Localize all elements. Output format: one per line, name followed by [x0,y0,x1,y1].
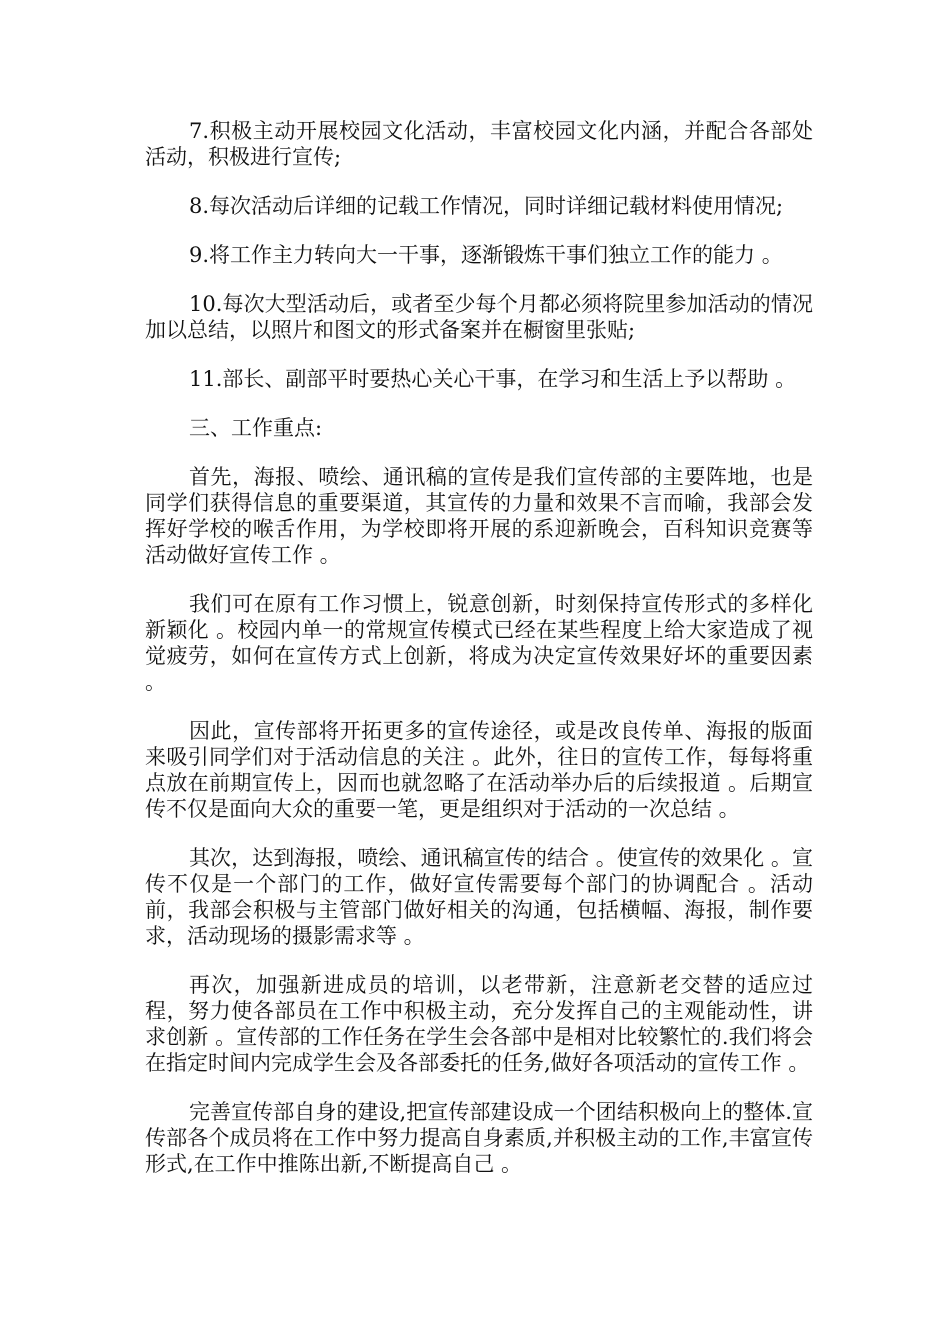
paragraph-improve: 完善宣传部自身的建设,把宣传部建设成一个团结积极向上的整体.宣传部各个成员将在工作中努力提高自身素质,并积极主动的工作,丰富宣传形式,在工作中推陈出新,不断提高自己 。 [145,1100,813,1176]
section-heading-work-focus: 三、工作重点: [189,416,323,440]
paragraph-third: 再次，加强新进成员的培训，以老带新，注意新老交替的适应过程，努力使各部员在工作中积极主动，充分发挥自己的主观能动性，讲求创新 。宣传部的工作任务在学生会各部中是相对比较繁忙的.我们将会在指定时间内完成学生会及各部委托的任务,做好各项活动的宣传工作 。 [145,973,813,1075]
paragraph-item-10: 10.每次大型活动后，或者至少每个月都必须将院里参加活动的情况加以总结，以照片和图文的形式备案并在橱窗里张贴; [145,292,813,342]
paragraph-first: 首先，海报、喷绘、通讯稿的宣传是我们宣传部的主要阵地，也是同学们获得信息的重要渠道，其宣传的力量和效果不言而喻，我部会发挥好学校的喉舌作用，为学校即将开展的系迎新晚会，百科知识竞赛等活动做好宣传工作 。 [145,465,813,567]
paragraph-item-7: 7.积极主动开展校园文化活动，丰富校园文化内涵，并配合各部处活动，积极进行宣传; [145,119,813,169]
paragraph-innovation: 我们可在原有工作习惯上，锐意创新，时刻保持宣传形式的多样化新颖化 。校园内单一的常规宣传模式已经在某些程度上给大家造成了视觉疲劳，如何在宣传方式上创新，将成为决定宣传效果好坏的重要因素 。 [145,592,813,694]
document-body [145,118,813,1200]
paragraph-item-8: 8.每次活动后详细的记载工作情况，同时详细记载材料使用情况; [189,194,784,218]
paragraph-second: 其次，达到海报，喷绘、通讯稿宣传的结合 。使宣传的效果化 。宣传不仅是一个部门的工作，做好宣传需要每个部门的协调配合 。活动前，我部会积极与主管部门做好相关的沟通，包括横幅、海报，制作要求，活动现场的摄影需求等 。 [145,846,813,948]
paragraph-item-11: 11.部长、副部平时要热心关心干事，在学习和生活上予以帮助 。 [189,367,797,391]
paragraph-item-9: 9.将工作主力转向大一干事，逐渐锻炼干事们独立工作的能力 。 [189,243,783,267]
paragraph-therefore: 因此，宣传部将开拓更多的宣传途径，或是改良传单、海报的版面来吸引同学们对于活动信息的关注 。此外，往日的宣传工作，每每将重点放在前期宣传上，因而也就忽略了在活动举办后的后续报道 。后期宣传不仅是面向大众的重要一笔，更是组织对于活动的一次总结 。 [145,719,813,821]
